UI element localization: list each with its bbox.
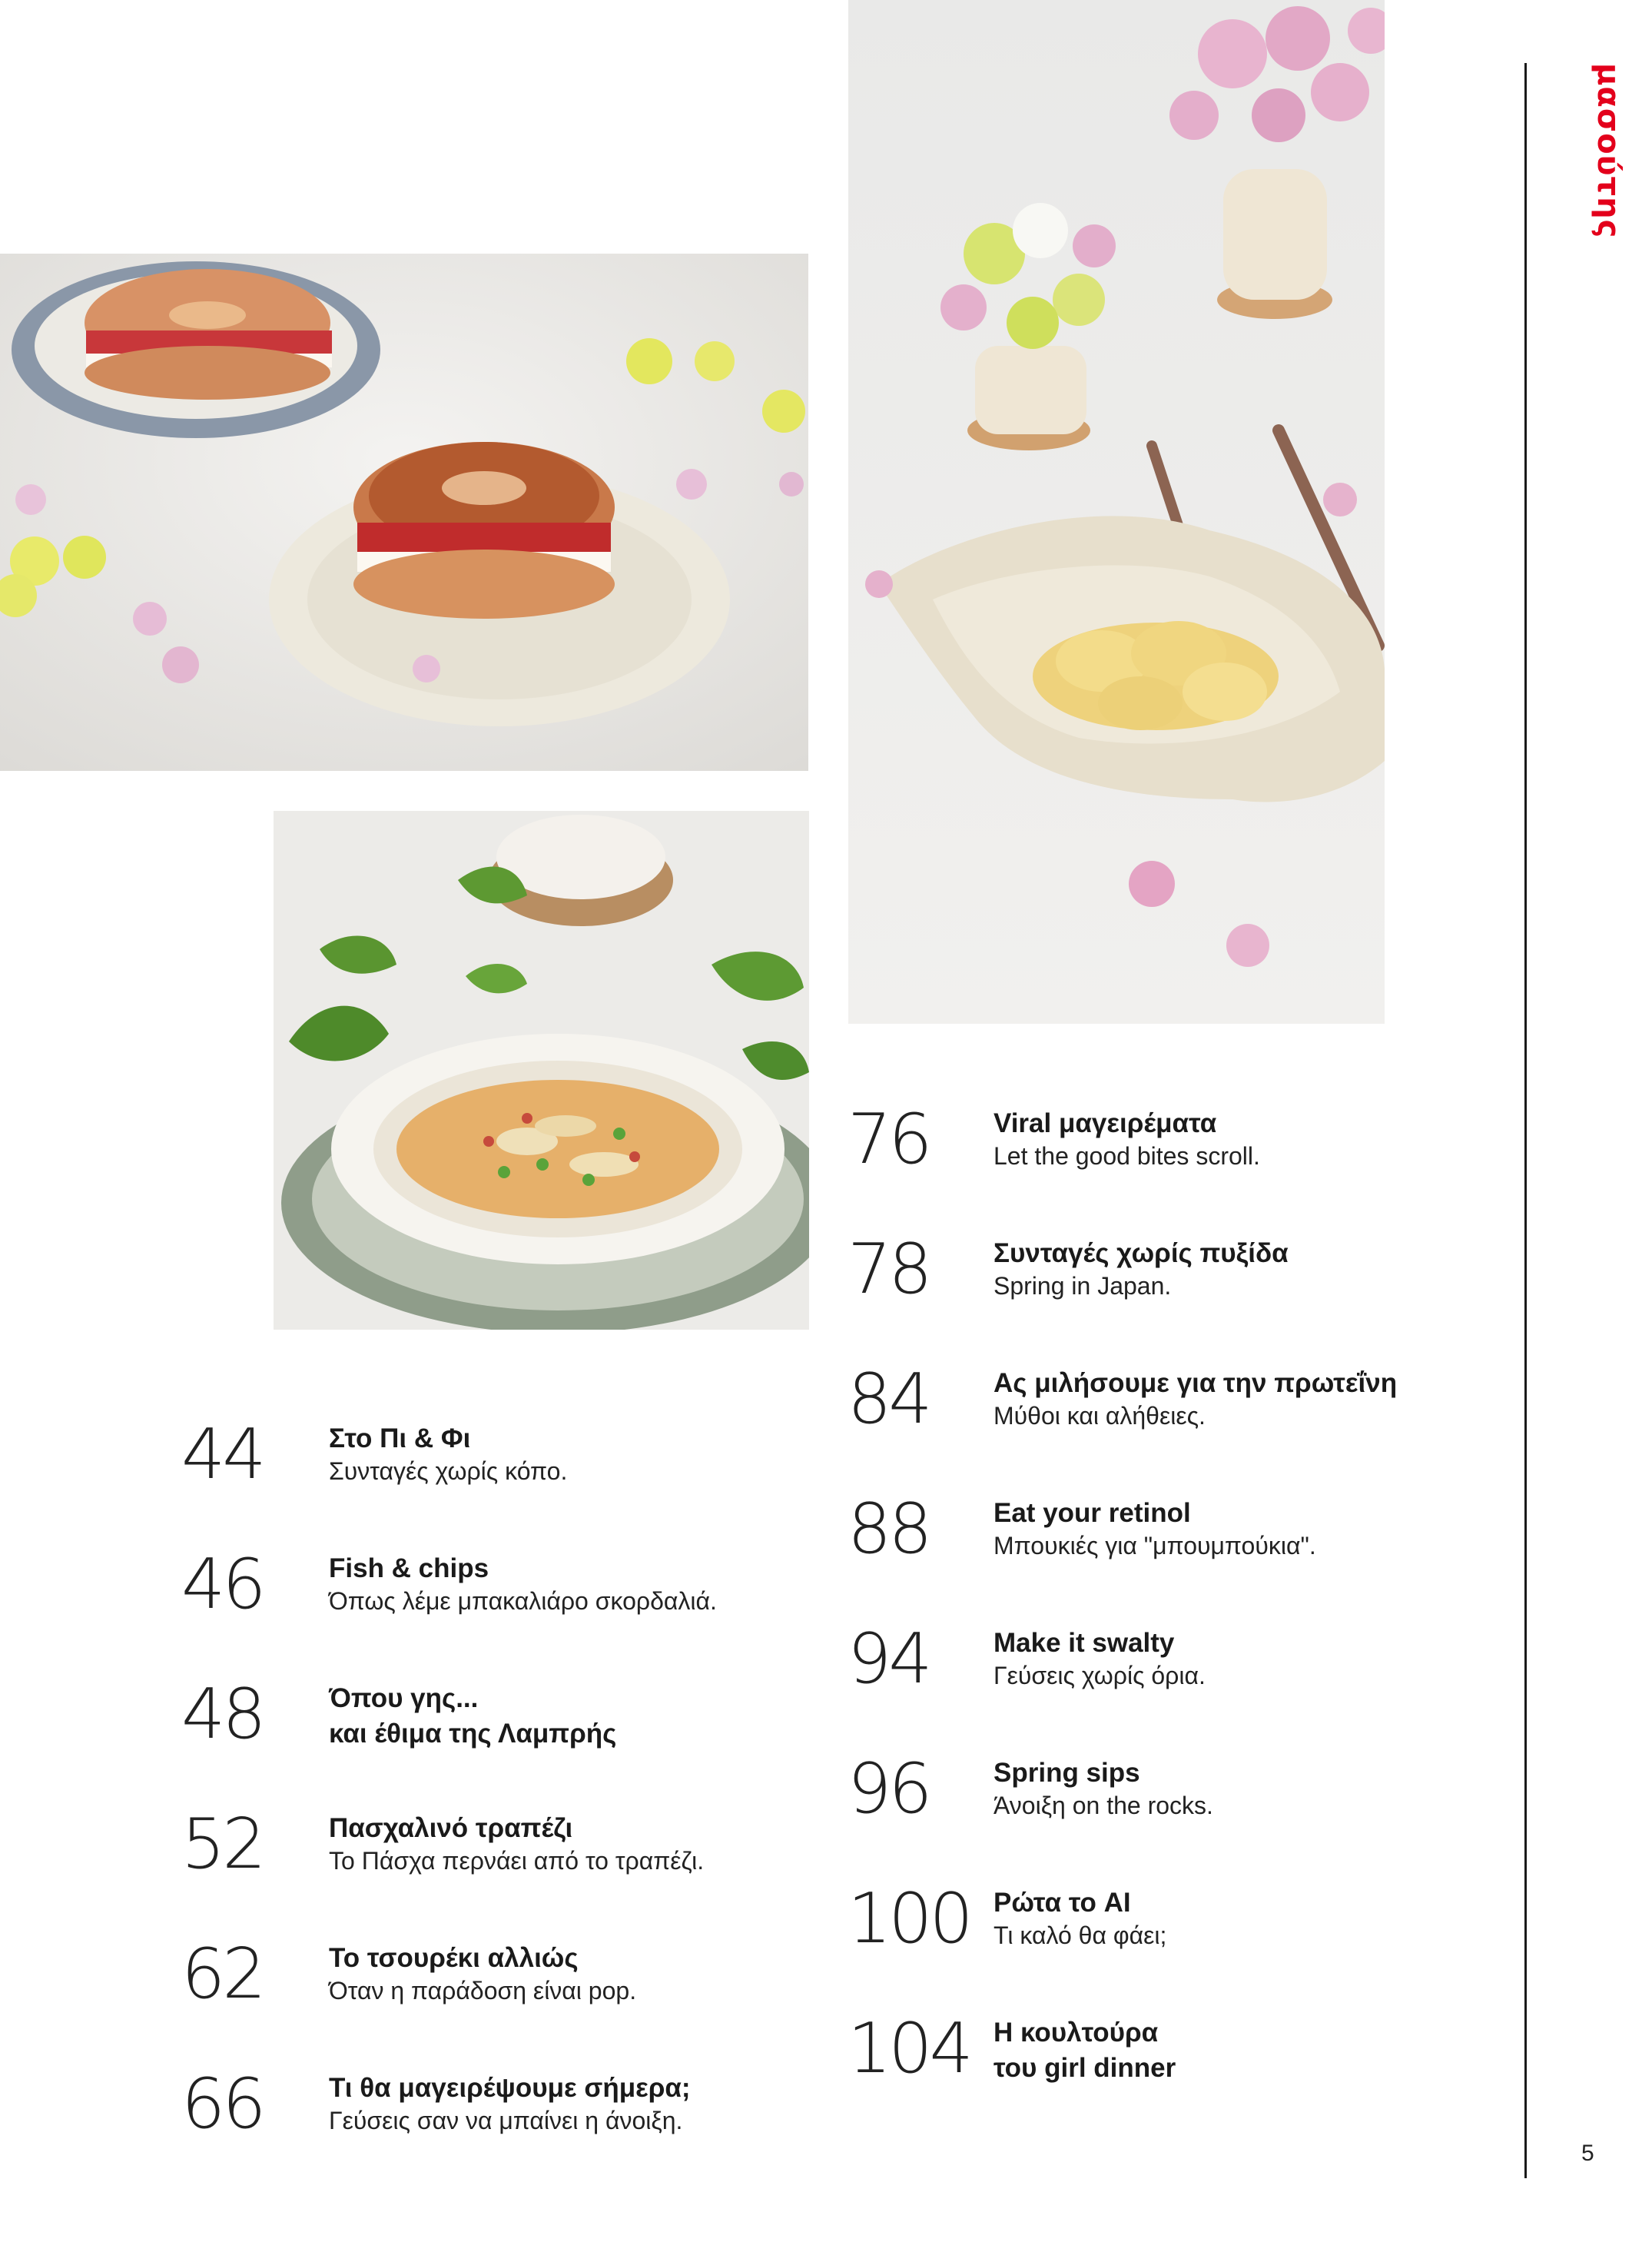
- page-number: 5: [1581, 2141, 1594, 2166]
- toc-subtitle: Συνταγές χωρίς κόπο.: [329, 1457, 568, 1485]
- toc-page-number: 52: [181, 1804, 264, 1885]
- toc-title: Ας μιλήσουμε για την πρωτεΐνη: [994, 1368, 1398, 1398]
- toc-subtitle: Μπουκιές για "μπουμπούκια".: [994, 1532, 1316, 1559]
- toc-title-line2: και έθιμα της Λαμπρής: [329, 1719, 617, 1749]
- toc-page-number: 88: [848, 1489, 930, 1569]
- toc-page-number: 48: [181, 1674, 264, 1755]
- leaf-bowl-photo: [848, 0, 1385, 1024]
- toc-page-number: 76: [848, 1099, 930, 1180]
- toc-title: Στο Πι & Φι: [329, 1423, 471, 1453]
- toc-subtitle: Το Πάσχα περνάει από το τραπέζι.: [329, 1847, 705, 1875]
- toc-subtitle: Let the good bites scroll.: [994, 1142, 1260, 1170]
- toc-title: Eat your retinol: [994, 1498, 1191, 1528]
- toc-page-number: 66: [181, 2064, 264, 2144]
- toc-title: Η κουλτούρα: [994, 2018, 1159, 2048]
- toc-title: Make it swalty: [994, 1628, 1175, 1658]
- toc-title: Τι θα μαγειρέψουμε σήμερα;: [329, 2073, 691, 2103]
- toc-title: Fish & chips: [329, 1553, 489, 1583]
- toc-subtitle: Γεύσεις σαν να μπαίνει η άνοιξη.: [329, 2107, 683, 2134]
- brand-logo: μασούτης: [1591, 63, 1626, 239]
- toc-subtitle: Γεύσεις χωρίς όρια.: [994, 1662, 1206, 1689]
- toc-title: Το τσουρέκι αλλιώς: [329, 1943, 579, 1973]
- toc-page-number: 44: [181, 1414, 264, 1495]
- vertical-divider: [1524, 63, 1527, 2178]
- bagels-photo: [0, 254, 808, 771]
- toc-subtitle: Άνοιξη on the rocks.: [994, 1792, 1213, 1819]
- toc-title: Spring sips: [994, 1758, 1140, 1788]
- toc-page-number: 94: [848, 1619, 930, 1699]
- toc-page-number: 96: [848, 1749, 930, 1829]
- toc-title-line2: του girl dinner: [994, 2053, 1176, 2083]
- toc-subtitle: Τι καλό θα φάει;: [994, 1921, 1167, 1949]
- toc-page-number: 46: [181, 1544, 264, 1625]
- toc-title: Όπου γης...: [329, 1683, 479, 1713]
- toc-title: Ρώτα το AI: [994, 1888, 1131, 1918]
- toc-title: Πασχαλινό τραπέζι: [329, 1813, 573, 1843]
- toc-page-number: 84: [848, 1359, 930, 1440]
- toc-subtitle: Μύθοι και αλήθειες.: [994, 1402, 1206, 1430]
- toc-subtitle: Όταν η παράδοση είναι pop.: [329, 1977, 637, 2005]
- toc-subtitle: Όπως λέμε μπακαλιάρο σκορδαλιά.: [329, 1587, 717, 1615]
- toc-title: Viral μαγειρέματα: [994, 1108, 1217, 1138]
- pasta-photo: [274, 811, 809, 1330]
- toc-page-number: 104: [848, 2008, 970, 2089]
- toc-title: Συνταγές χωρίς πυξίδα: [994, 1238, 1289, 1268]
- toc-page-number: 100: [848, 1878, 970, 1959]
- toc-subtitle: Spring in Japan.: [994, 1272, 1172, 1300]
- toc-page-number: 78: [848, 1229, 930, 1310]
- toc-page-number: 62: [181, 1934, 264, 2014]
